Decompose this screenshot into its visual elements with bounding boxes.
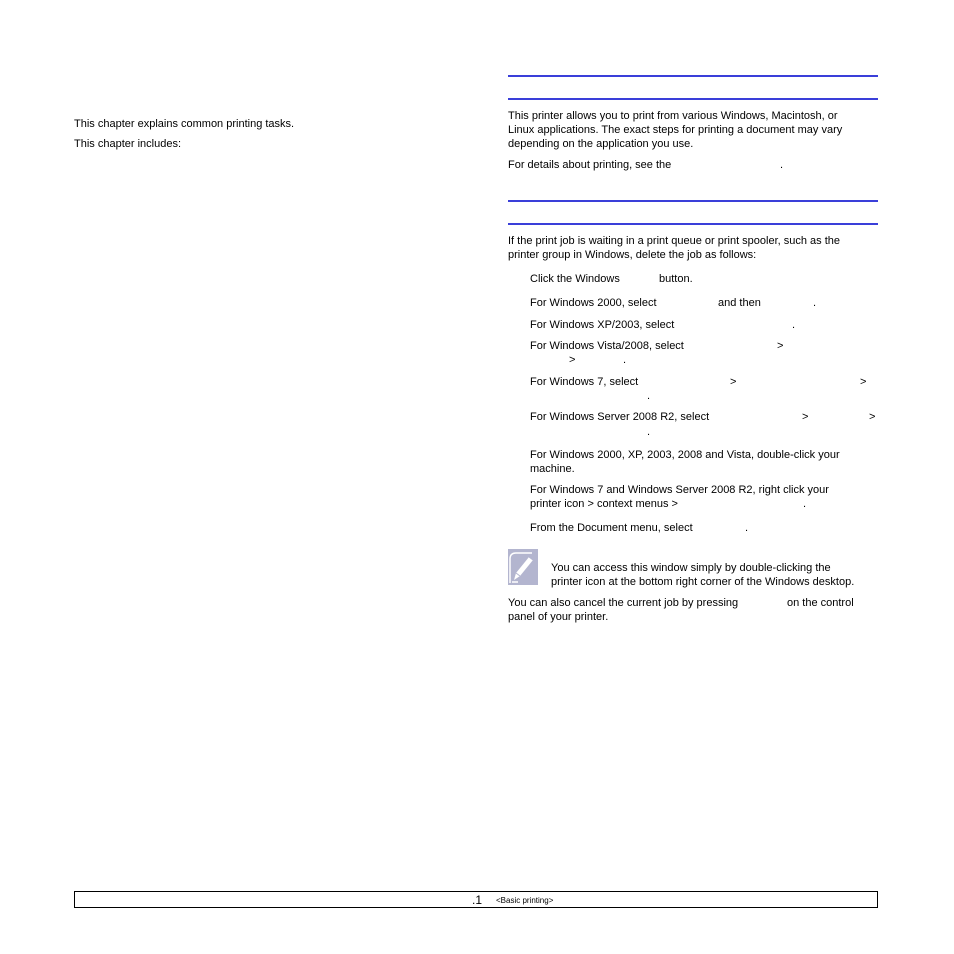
includes-text: This chapter includes: (74, 138, 181, 150)
chapter-name: <Basic printing> (496, 896, 554, 905)
printing-line-3: depending on the application you use. (508, 138, 694, 150)
note-line-2: printer icon at the bottom right corner of the Windows desktop. (551, 576, 855, 588)
step-click-windows: Click the Windows (530, 273, 620, 285)
rightclick-end: . (803, 498, 807, 510)
win2000-mid: and then (718, 297, 761, 309)
winvista-end: . (623, 354, 627, 366)
winserver-step: For Windows Server 2008 R2, select (530, 411, 710, 423)
doubleclick-line-2: machine. (530, 463, 575, 475)
win7-gt-1: > (730, 376, 737, 388)
win2000-end: . (813, 297, 817, 309)
winvista-gt-1: > (777, 340, 784, 352)
note-line-1: You can access this window simply by double-clicking the (551, 562, 831, 574)
section-rule-bottom (508, 98, 878, 100)
winserver-gt-1: > (802, 411, 809, 423)
control-panel-line-2: panel of your printer. (508, 611, 609, 623)
intro-text: This chapter explains common printing tasks. (74, 118, 295, 130)
doubleclick-line-1: For Windows 2000, XP, 2003, 2008 and Vista, double-click your (530, 449, 840, 461)
winvista-gt-2: > (569, 354, 576, 366)
rightclick-line-2: printer icon > context menus > (530, 498, 678, 510)
win7-step: For Windows 7, select (530, 376, 639, 388)
winserver-end: . (647, 426, 651, 438)
winxp-step: For Windows XP/2003, select (530, 319, 675, 331)
printing-details-end: . (780, 159, 784, 171)
win2000-step: For Windows 2000, select (530, 297, 657, 309)
cancel-intro-2: printer group in Windows, delete the job as follows: (508, 249, 757, 261)
winvista-step: For Windows Vista/2008, select (530, 340, 684, 352)
cancel-rule-top (508, 200, 878, 202)
printing-line-2: Linux applications. The exact steps for printing a document may vary (508, 124, 843, 136)
note-icon (508, 549, 538, 585)
rightclick-line-1: For Windows 7 and Windows Server 2008 R2, right click your (530, 484, 829, 496)
section-rule-top (508, 75, 878, 77)
step-click-button: button. (659, 273, 693, 285)
win7-gt-2: > (860, 376, 867, 388)
cancel-intro-1: If the print job is waiting in a print queue or print spooler, such as the (508, 235, 841, 247)
control-panel-line-1-end: on the control (787, 597, 854, 609)
control-panel-line-1: You can also cancel the current job by pressing (508, 597, 739, 609)
page-number: .1 (472, 893, 483, 907)
printing-line-1: This printer allows you to print from various Windows, Macintosh, or (508, 110, 838, 122)
document-menu-step: From the Document menu, select (530, 522, 693, 534)
winxp-end: . (792, 319, 796, 331)
win7-end: . (647, 390, 651, 402)
cancel-rule-bottom (508, 223, 878, 225)
document-menu-end: . (745, 522, 749, 534)
printing-details: For details about printing, see the (508, 159, 672, 171)
winserver-gt-2: > (869, 411, 876, 423)
